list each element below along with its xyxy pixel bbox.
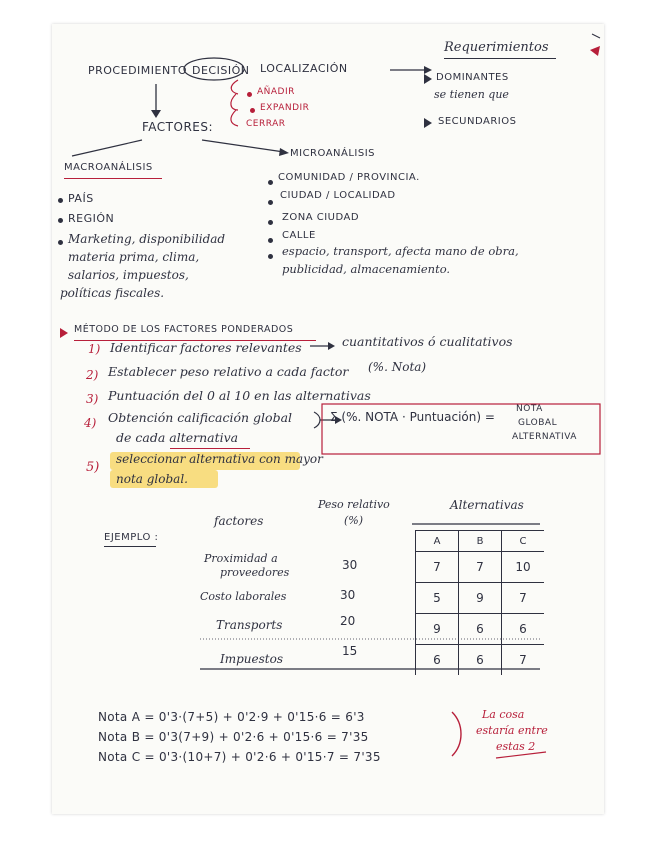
bullet-dot-icon <box>268 238 273 243</box>
macro-item: PAÍS <box>68 192 94 205</box>
nota-b: Nota B = 0'3(7+9) + 0'2·6 + 0'15·6 = 7'35 <box>98 730 369 744</box>
bullet-dot-icon <box>268 200 273 205</box>
col-factors: factores <box>214 514 264 528</box>
decision-option: AÑADIR <box>257 87 295 97</box>
macro-item: Marketing, disponibilidad <box>68 232 226 246</box>
alt-header: A <box>416 531 459 552</box>
side-note: estas 2 <box>496 740 536 753</box>
example-underline <box>104 546 156 547</box>
score-cell: 7 <box>416 552 459 583</box>
step-text: Establecer peso relativo a cada factor <box>108 364 349 379</box>
col-alternatives: Alternativas <box>450 498 524 512</box>
bullet-dot-icon <box>268 180 273 185</box>
method-title: MÉTODO DE LOS FACTORES PONDERADOS <box>74 324 294 335</box>
table-row <box>416 583 545 614</box>
macro-item: materia prima, clima, <box>68 250 200 264</box>
step-number: 4) <box>84 416 97 430</box>
weight-value: 30 <box>342 558 358 572</box>
step-text: Puntuación del 0 al 10 en las alternativas <box>108 388 371 403</box>
score-cell: 6 <box>416 645 459 676</box>
table-row <box>416 645 545 676</box>
weight-value: 30 <box>340 588 356 602</box>
bullet-dot-icon <box>58 240 63 245</box>
formula-result: NOTA <box>516 404 543 414</box>
option-dot-icon <box>247 92 252 97</box>
step-number: 3) <box>86 392 99 406</box>
factor-name: Transports <box>216 618 283 632</box>
bullet-triangle-icon <box>424 118 432 128</box>
req-item: se tienen que <box>434 88 509 101</box>
micro-title: MICROANÁLISIS <box>290 148 376 159</box>
req-item: DOMINANTES <box>436 72 509 83</box>
macro-item: REGIÓN <box>68 212 115 225</box>
step-extra: de cada alternativa <box>116 430 239 445</box>
factor-name: Costo laborales <box>200 590 287 603</box>
side-note: estaría entre <box>476 724 548 737</box>
score-cell: 9 <box>416 614 459 645</box>
option-dot-icon <box>250 108 255 113</box>
location-label: LOCALIZACIÓN <box>260 62 348 75</box>
example-label: EJEMPLO : <box>104 532 159 543</box>
step-extra: (%. Nota) <box>368 360 427 374</box>
macro-item: políticas fiscales. <box>60 286 165 300</box>
bullet-dot-icon <box>268 220 273 225</box>
bullet-triangle-icon <box>424 74 432 84</box>
step-number: 1) <box>88 342 101 356</box>
formula-result: GLOBAL <box>518 418 558 428</box>
score-cell: 7 <box>459 552 502 583</box>
macro-title: MACROANÁLISIS <box>64 162 153 173</box>
col-weight-unit: (%) <box>344 514 364 527</box>
score-cell: 7 <box>502 645 545 676</box>
micro-item: ZONA CIUDAD <box>282 212 360 223</box>
macro-item: salarios, impuestos, <box>68 268 189 282</box>
micro-item: espacio, transport, afecta mano de obra, <box>282 244 519 258</box>
factor-name: Impuestos <box>220 652 283 666</box>
score-cell: 6 <box>459 614 502 645</box>
bullet-triangle-icon <box>60 328 68 338</box>
procedure-label: PROCEDIMIENTO <box>88 64 188 77</box>
alt-header: B <box>459 531 502 552</box>
decision-option: CERRAR <box>246 119 286 129</box>
score-cell: 6 <box>502 614 545 645</box>
score-cell: 5 <box>416 583 459 614</box>
micro-item: COMUNIDAD / PROVINCIA. <box>278 172 420 183</box>
score-cell: 10 <box>502 552 545 583</box>
step-text: Obtención calificación global <box>108 410 293 425</box>
step-underline <box>170 448 250 449</box>
macro-underline <box>64 178 162 179</box>
micro-item: CIUDAD / LOCALIDAD <box>280 190 396 201</box>
step-number: 2) <box>86 368 99 382</box>
step-extra: nota global. <box>116 472 188 486</box>
micro-item: CALLE <box>282 230 316 241</box>
alt-header: C <box>502 531 545 552</box>
formula: Σ (%. NOTA · Puntuación) = <box>330 410 495 424</box>
nota-a: Nota A = 0'3·(7+5) + 0'2·9 + 0'15·6 = 6'3 <box>98 710 365 724</box>
table-row <box>416 552 545 583</box>
step-extra: cuantitativos ó cualitativos <box>342 334 513 349</box>
bullet-dot-icon <box>58 198 63 203</box>
notebook-page <box>52 24 604 814</box>
table-row <box>416 614 545 645</box>
decision-option: EXPANDIR <box>260 103 310 113</box>
decision-label: DECISIÓN <box>192 64 250 77</box>
score-cell: 6 <box>459 645 502 676</box>
bullet-dot-icon <box>268 254 273 259</box>
weight-value: 15 <box>342 644 358 658</box>
requirements-title: Requerimientos <box>444 40 549 55</box>
alternatives-table <box>415 530 544 675</box>
requirements-underline <box>444 58 556 59</box>
side-note: La cosa <box>482 708 525 721</box>
factors-label: FACTORES: <box>142 120 214 134</box>
nota-c: Nota C = 0'3·(10+7) + 0'2·6 + 0'15·7 = 7'35 <box>98 750 381 764</box>
score-cell: 9 <box>459 583 502 614</box>
col-weight: Peso relativo <box>318 498 390 511</box>
step-text: Identificar factores relevantes <box>110 340 302 355</box>
score-cell: 7 <box>502 583 545 614</box>
step-text: seleccionar alternativa con mayor <box>116 452 323 466</box>
formula-result: ALTERNATIVA <box>512 432 577 442</box>
bullet-dot-icon <box>58 218 63 223</box>
micro-item: publicidad, almacenamiento. <box>282 262 451 276</box>
req-item: SECUNDARIOS <box>438 116 517 127</box>
table-header-row <box>416 531 545 552</box>
weight-value: 20 <box>340 614 356 628</box>
factor-name: proveedores <box>220 566 290 579</box>
step-number: 5) <box>86 460 100 475</box>
factor-name: Proximidad a <box>204 552 278 565</box>
